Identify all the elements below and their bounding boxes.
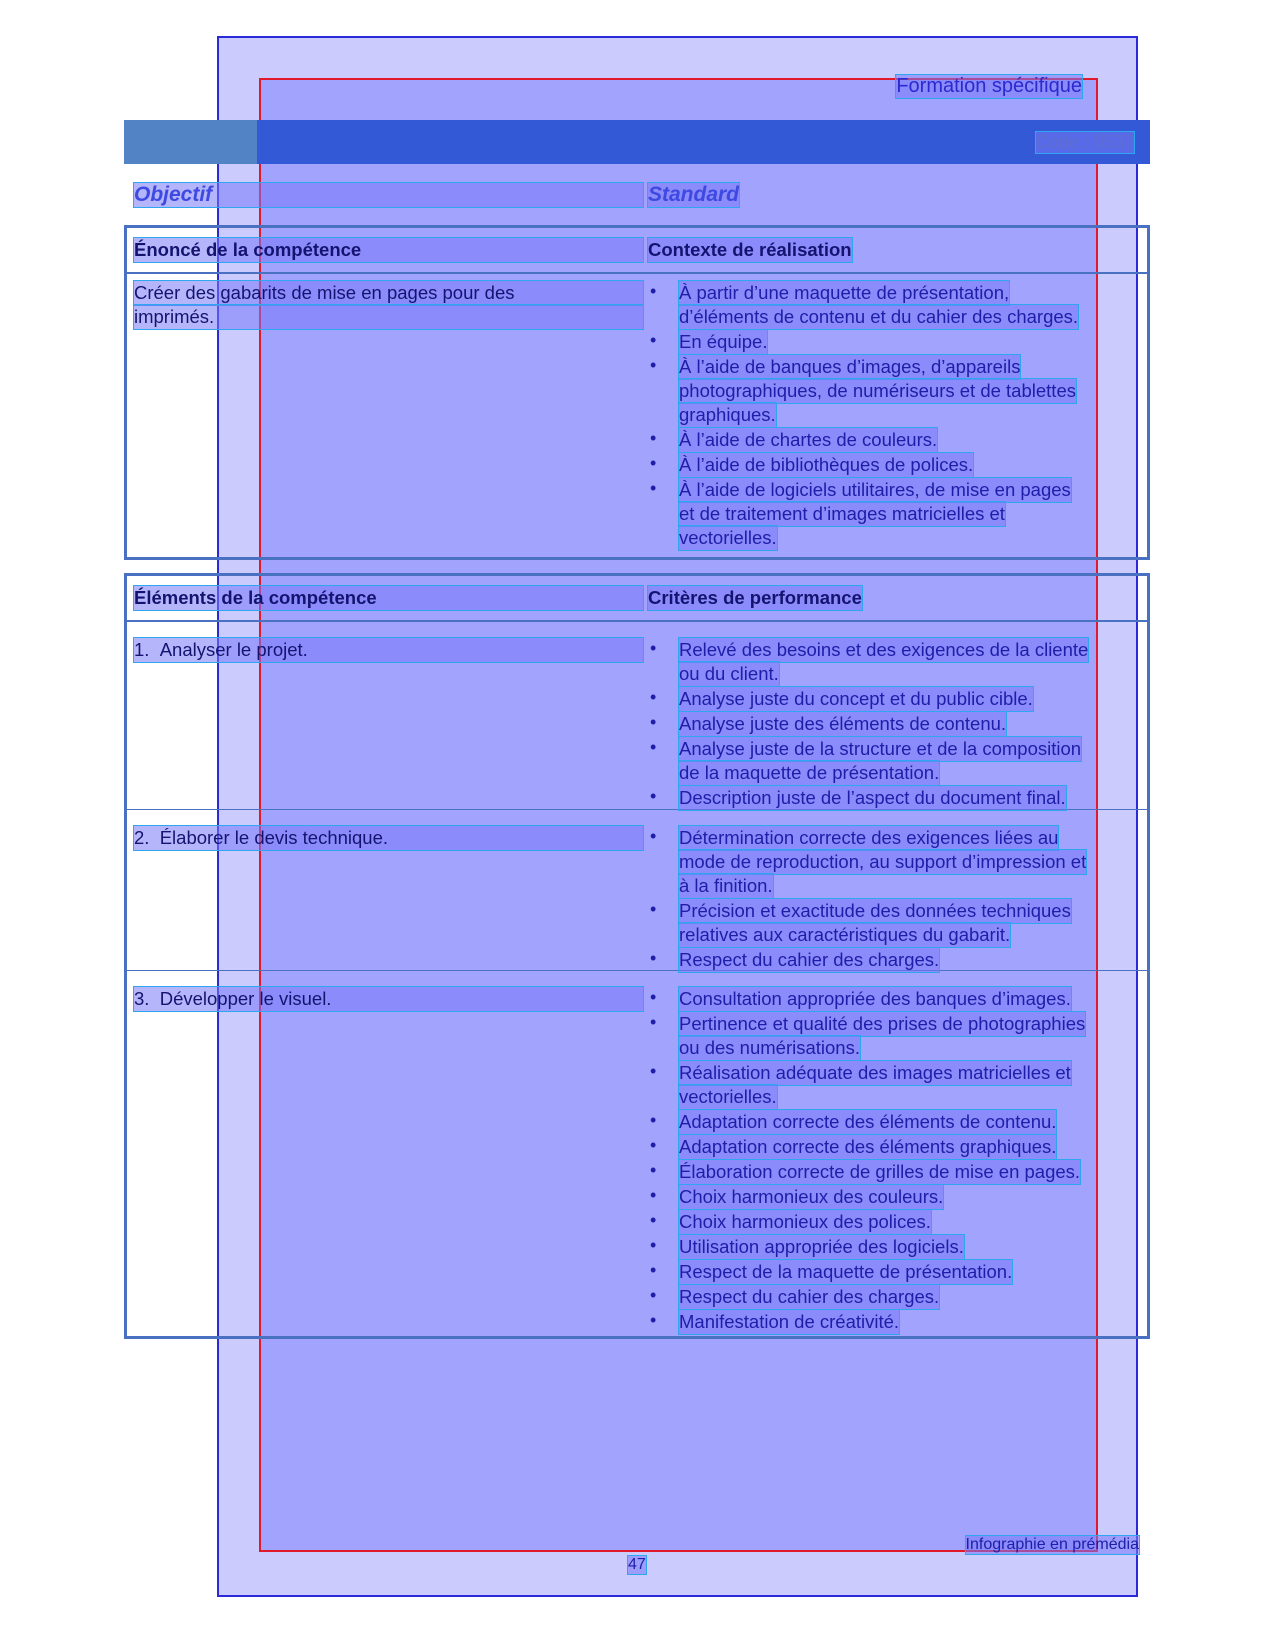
contexte-item-text: graphiques. [679,404,776,425]
criteria-bullet-icon: • [650,948,657,968]
header-bar-accent [124,120,257,164]
criteria-item-text: Consultation appropriée des banques d’images. [679,988,1071,1009]
criteria-item-text: Respect du cahier des charges. [679,949,940,970]
contexte-item-text: vectorielles. [679,527,777,548]
objectif-label: Objectif [134,183,643,207]
criteria-item-text: Adaptation correcte des éléments de contenu. [679,1111,1057,1132]
criteria-item-text: à la finition. [679,875,773,896]
criteria-bullet-icon: • [650,1061,657,1081]
formation-label: Formation spécifique [896,75,1082,97]
standard-label: Standard [648,183,740,206]
element-label: 1. Analyser le projet. [134,638,643,662]
contexte-item-text: À l’aide de chartes de couleurs. [679,429,938,450]
criteria-bullet-icon: • [650,1160,657,1180]
contexte-bullet-icon: • [650,355,657,375]
criteria-item-text: Détermination correcte des exigences liées au [679,827,1059,848]
contexte-bullet-icon: • [650,330,657,350]
footer-program: Infographie en prémédia [965,1536,1139,1553]
contexte-bullet-icon: • [650,281,657,301]
criteria-item-text: Relevé des besoins et des exigences de la cliente [679,639,1089,660]
criteria-item-text: Adaptation correcte des éléments graphiques. [679,1136,1057,1157]
page-number: 47 [628,1556,646,1573]
criteria-bullet-icon: • [650,1012,657,1032]
enonce-line: Créer des gabarits de mise en pages pour des [134,281,643,305]
criteria-bullet-icon: • [650,786,657,806]
criteria-item-text: Choix harmonieux des polices. [679,1211,931,1232]
criteria-bullet-icon: • [650,1235,657,1255]
contexte-item-text: photographiques, de numériseurs et de tablettes [679,380,1076,401]
contexte-item-text: d’éléments de contenu et du cahier des charges. [679,306,1079,327]
criteria-item-text: Pertinence et qualité des prises de photographies [679,1013,1086,1034]
criteria-item-text: Élaboration correcte de grilles de mise en pages. [679,1161,1081,1182]
contexte-header: Contexte de réalisation [648,239,852,260]
criteria-bullet-icon: • [650,1110,657,1130]
criteria-bullet-icon: • [650,1285,657,1305]
criteria-bullet-icon: • [650,1135,657,1155]
elements-header: Éléments de la compétence [134,586,643,610]
criteria-item-text: Analyse juste du concept et du public cible. [679,688,1033,709]
header-bar [124,120,1150,164]
criteria-item-text: mode de reproduction, au support d’impression et [679,851,1087,872]
criteria-bullet-icon: • [650,687,657,707]
criteres-header: Critères de performance [648,587,862,608]
criteria-bullet-icon: • [650,1210,657,1230]
criteria-item-text: Analyse juste de la structure et de la composition [679,738,1082,759]
criteria-bullet-icon: • [650,737,657,757]
enonce-header: Énoncé de la compétence [134,238,643,262]
criteria-bullet-icon: • [650,1260,657,1280]
element-label: 2. Élaborer le devis technique. [134,826,643,850]
contexte-item-text: En équipe. [679,331,768,352]
contexte-item-text: À l’aide de banques d’images, d’appareils [679,356,1021,377]
criteria-bullet-icon: • [650,826,657,846]
criteria-bullet-icon: • [650,638,657,658]
contexte-item-text: À l’aide de logiciels utilitaires, de mise en pages [679,479,1071,500]
criteria-item-text: de la maquette de présentation. [679,762,940,783]
contexte-item-text: et de traitement d’images matricielles et [679,503,1005,524]
contexte-bullet-icon: • [650,478,657,498]
criteria-bullet-icon: • [650,712,657,732]
contexte-item-text: À partir d’une maquette de présentation, [679,282,1010,303]
criteria-item-text: ou des numérisations. [679,1037,860,1058]
criteria-item-text: Manifestation de créativité. [679,1311,900,1332]
criteria-bullet-icon: • [650,899,657,919]
contexte-bullet-icon: • [650,453,657,473]
criteria-item-text: ou du client. [679,663,779,684]
criteria-item-text: Précision et exactitude des données techniques [679,900,1071,921]
contexte-bullet-icon: • [650,428,657,448]
element-label: 3. Développer le visuel. [134,987,643,1011]
criteria-item-text: relatives aux caractéristiques du gabarit. [679,924,1011,945]
criteria-item-text: Description juste de l’aspect du document final. [679,787,1066,808]
course-code: Code : 0537 [1035,132,1134,152]
criteria-item-text: Analyse juste des éléments de contenu. [679,713,1007,734]
criteria-item-text: Réalisation adéquate des images matricielles et [679,1062,1071,1083]
criteria-item-text: Respect de la maquette de présentation. [679,1261,1013,1282]
contexte-item-text: À l’aide de bibliothèques de polices. [679,454,974,475]
criteria-item-text: Respect du cahier des charges. [679,1286,940,1307]
criteria-bullet-icon: • [650,1185,657,1205]
enonce-line: imprimés. [134,305,643,329]
criteria-item-text: Choix harmonieux des couleurs. [679,1186,944,1207]
criteria-bullet-icon: • [650,987,657,1007]
criteria-item-text: vectorielles. [679,1086,777,1107]
criteria-bullet-icon: • [650,1310,657,1330]
criteria-item-text: Utilisation appropriée des logiciels. [679,1236,964,1257]
